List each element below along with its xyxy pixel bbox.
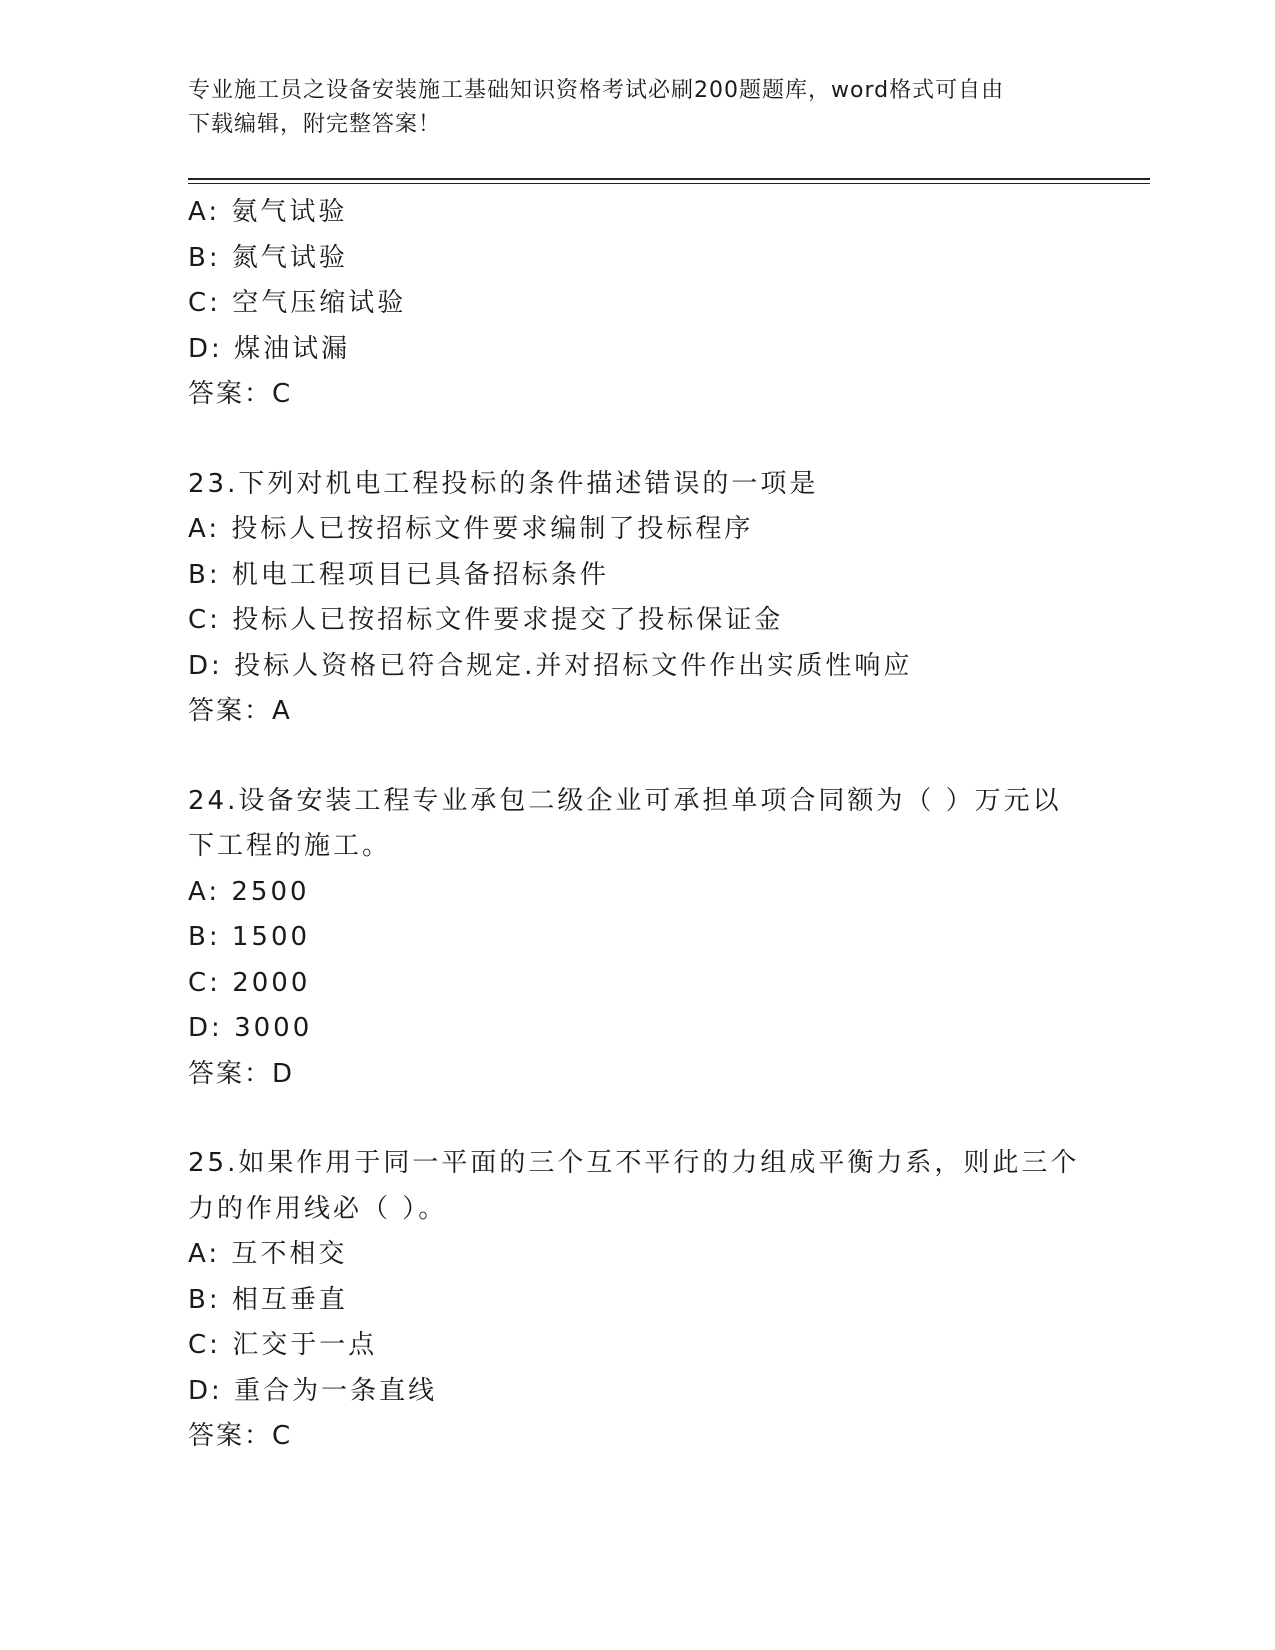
header-divider-thin (188, 183, 1150, 184)
option-a: A: 氨气试验 (188, 197, 348, 227)
answer: 答案：A (188, 696, 292, 726)
question-stem-continued: 力的作用线必（ ）。 (188, 1193, 448, 1224)
option-b: B: 相互垂直 (188, 1284, 348, 1315)
answer: 答案：C (188, 1421, 293, 1451)
question-stem-continued: 下工程的施工。 (188, 831, 392, 861)
question-list (188, 190, 1148, 1460)
option-d: D: 重合为一条直线 (188, 1375, 438, 1406)
option-b: B: 氮气试验 (188, 242, 348, 273)
document-header (188, 74, 1088, 142)
option-b: B: 1500 (188, 922, 311, 952)
answer: 答案：D (188, 1058, 295, 1089)
option-c: C: 汇交于一点 (188, 1330, 378, 1360)
header-line-2: 下载编辑，附完整答案！ (188, 112, 442, 137)
question-23 (188, 462, 1148, 735)
header-line-1: 专业施工员之设备安装施工基础知识资格考试必刷200题题库，word格式可自由 (188, 78, 1005, 103)
option-c: C: 2000 (188, 967, 311, 998)
option-c: C: 空气压缩试验 (188, 288, 407, 318)
option-c: C: 投标人已按招标文件要求提交了投标保证金 (188, 605, 784, 635)
answer: 答案：C (188, 379, 293, 409)
option-b: B: 机电工程项目已具备招标条件 (188, 559, 609, 590)
header-divider-thick (188, 178, 1150, 180)
question-stem: 25.如果作用于同一平面的三个互不平行的力组成平衡力系，则此三个 (188, 1148, 1080, 1178)
question-25 (188, 1141, 1148, 1460)
question-22-continued (188, 190, 1148, 418)
option-a: A: 投标人已按招标文件要求编制了投标程序 (188, 514, 754, 544)
question-24 (188, 779, 1148, 1098)
option-a: A: 2500 (188, 876, 310, 907)
option-d: D: 投标人资格已符合规定.并对招标文件作出实质性响应 (188, 650, 913, 681)
option-d: D: 煤油试漏 (188, 333, 351, 364)
option-a: A: 互不相交 (188, 1239, 348, 1269)
option-d: D: 3000 (188, 1013, 313, 1043)
question-stem: 24.设备安装工程专业承包二级企业可承担单项合同额为（ ）万元以 (188, 785, 1062, 816)
question-stem: 23.下列对机电工程投标的条件描述错误的一项是 (188, 468, 819, 499)
